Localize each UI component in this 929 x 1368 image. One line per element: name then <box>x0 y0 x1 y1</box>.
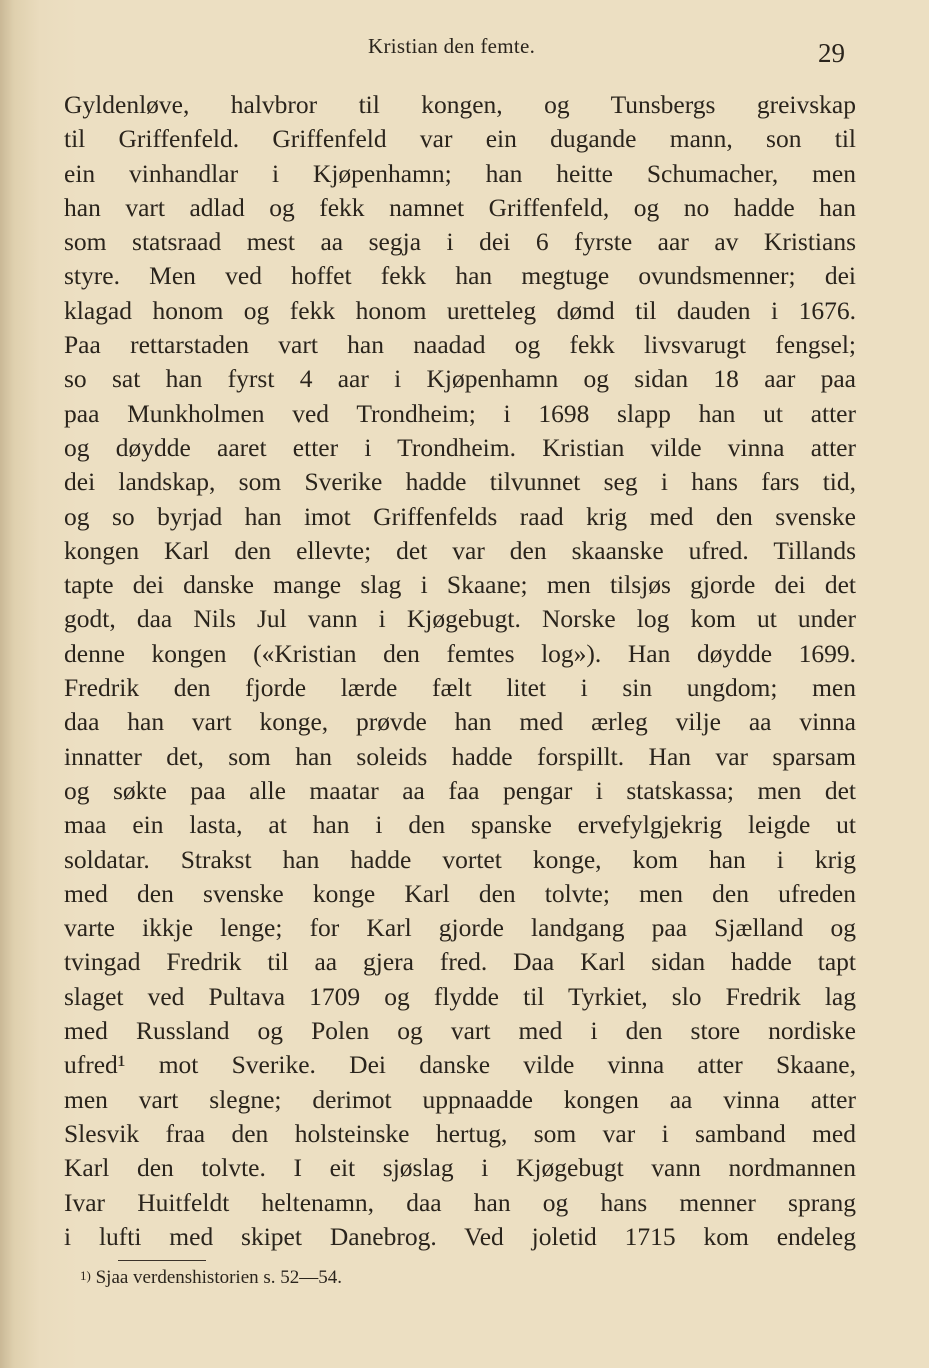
text-line: og so byrjad han imot Griffenfelds raad krig med den svenske <box>64 501 856 531</box>
text-line: og døydde aaret etter i Trondheim. Kristian vilde vinna atter <box>64 432 856 462</box>
text-line: Slesvik fraa den holsteinske hertug, som var i samband med <box>64 1118 856 1148</box>
text-line: som statsraad mest aa segja i dei 6 fyrste aar av Kristians <box>64 227 856 257</box>
text-line: han vart adlad og fekk namnet Griffenfeld, og no hadde han <box>64 192 856 222</box>
text-line: ein vinhandlar i Kjøpenhamn; han heitte Schumacher, men <box>64 158 856 188</box>
text-line: Fredrik den fjorde lærde fælt litet i sin ungdom; men <box>64 673 856 703</box>
text-line: dei landskap, som Sverike hadde tilvunnet seg i hans fars tid, <box>64 467 856 497</box>
page-number: 29 <box>818 38 845 68</box>
footnote-text: Sjaa verdenshistorien s. 52—54. <box>95 1267 343 1288</box>
text-line: daa han vart konge, prøvde han med ærleg vilje aa vinna <box>64 707 856 737</box>
running-title: Kristian den femte. <box>368 34 536 58</box>
text-line: paa Munkholmen ved Trondheim; i 1698 slapp han ut atter <box>64 398 856 428</box>
text-line: godt, daa Nils Jul vann i Kjøgebugt. Norske log kom ut under <box>64 604 856 634</box>
text-line: tapte dei danske mange slag i Skaane; men tilsjøs gjorde dei det <box>64 570 856 600</box>
text-line: so sat han fyrst 4 aar i Kjøpenhamn og sidan 18 aar paa <box>64 364 856 394</box>
text-line: maa ein lasta, at han i den spanske ervefylgjekrig leigde ut <box>64 810 856 840</box>
text-line: slaget ved Pultava 1709 og flydde til Tyrkiet, slo Fredrik lag <box>64 981 856 1011</box>
footnote-mark: 1) <box>80 1268 91 1283</box>
footnote <box>80 1265 342 1291</box>
text-line: med den svenske konge Karl den tolvte; men den ufreden <box>64 878 856 908</box>
text-line: men vart slegne; derimot uppnaadde kongen aa vinna atter <box>64 1084 856 1114</box>
text-line: soldatar. Strakst han hadde vortet konge, kom han i krig <box>64 844 856 874</box>
page-header <box>0 30 929 70</box>
text-line: Paa rettarstaden vart han naadad og fekk livsvarugt fengsel; <box>64 330 856 360</box>
text-line: med Russland og Polen og vart med i den store nordiske <box>64 1016 856 1046</box>
text-line: til Griffenfeld. Griffenfeld var ein dugande mann, son til <box>64 124 856 154</box>
text-line: innatter det, som han soleids hadde forspillt. Han var sparsam <box>64 741 856 771</box>
text-line: varte ikkje lenge; for Karl gjorde landgang paa Sjælland og <box>64 913 856 943</box>
text-line: styre. Men ved hoffet fekk han megtuge ovundsmenner; dei <box>64 261 856 291</box>
body-text <box>64 88 856 1254</box>
text-line: i lufti med skipet Danebrog. Ved joletid 1715 kom endeleg <box>64 1221 856 1251</box>
text-line: tvingad Fredrik til aa gjera fred. Daa Karl sidan hadde tapt <box>64 947 856 977</box>
text-line: Gyldenløve, halvbror til kongen, og Tunsbergs greivskap <box>64 90 856 119</box>
text-line: kongen Karl den ellevte; det var den skaanske ufred. Tillands <box>64 535 856 565</box>
footnote-divider <box>118 1260 206 1261</box>
text-line: ufred¹ mot Sverike. Dei danske vilde vinna atter Skaane, <box>64 1050 856 1080</box>
text-line: klagad honom og fekk honom uretteleg dømd til dauden i 1676. <box>64 295 856 325</box>
text-line: Karl den tolvte. I eit sjøslag i Kjøgebugt vann nordmannen <box>64 1153 856 1183</box>
text-line: og søkte paa alle maatar aa faa pengar i statskassa; men det <box>64 775 856 805</box>
text-line: Ivar Huitfeldt heltenamn, daa han og hans menner sprang <box>64 1187 856 1217</box>
text-line: denne kongen («Kristian den femtes log»). Han døydde 1699. <box>64 638 856 668</box>
